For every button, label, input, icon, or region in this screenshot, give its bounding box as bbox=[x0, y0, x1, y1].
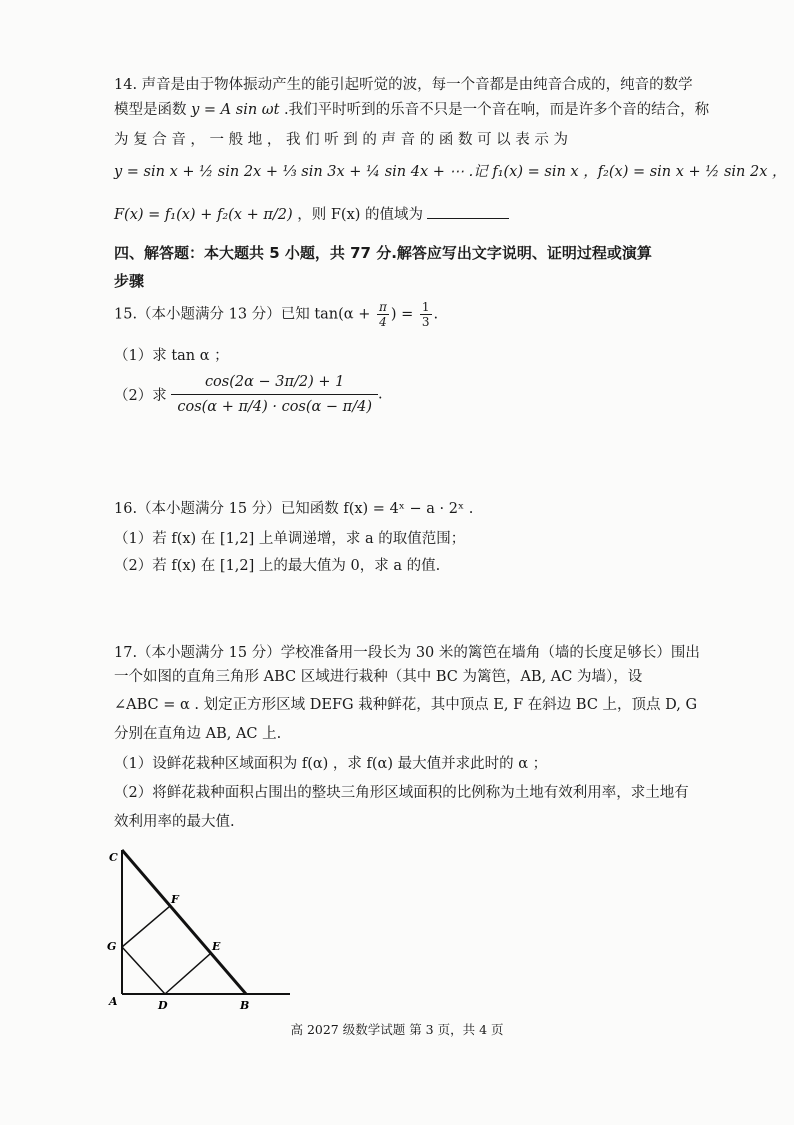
q14-line2 bbox=[114, 98, 709, 119]
section-heading: 四、解答题：本大题共 5 小题，共 77 分.解答应写出文字说明、证明过程或演算 bbox=[114, 244, 652, 262]
q15-big-fraction bbox=[171, 370, 378, 419]
q17-line3: ∠ABC = α . 划定正方形区域 DEFG 栽种鲜花，其中顶点 E, F 在斜边 BC 上，顶点 D, G bbox=[114, 697, 698, 713]
q17-part2-line2: 效利用率的最大值. bbox=[114, 814, 235, 830]
q15-frac-pi4 bbox=[377, 300, 389, 329]
label-F: F bbox=[171, 893, 179, 906]
section-heading-cont: 步骤 bbox=[114, 272, 145, 290]
q15-frac-1-3 bbox=[420, 300, 432, 329]
q15-part2-end: . bbox=[377, 386, 383, 403]
label-D: D bbox=[158, 999, 168, 1012]
q15-part1: （1）求 tan α ； bbox=[114, 348, 229, 364]
q16-part2: （2）若 f(x) 在 [1,2] 上的最大值为 0，求 a 的值. bbox=[114, 558, 441, 574]
q14-line5 bbox=[114, 203, 509, 224]
q15-part2-label: （2）求 bbox=[114, 388, 167, 404]
q15-stem bbox=[114, 300, 438, 329]
q14-line2-b: .我们平时听到的乐音不只是一个音在响，而是许多个音的结合，称 bbox=[279, 102, 710, 118]
triangle-figure bbox=[100, 842, 300, 1017]
q17-line2: 一个如图的直角三角形 ABC 区域进行栽种（其中 BC 为篱笆，AB, AC 为墙），设 bbox=[114, 669, 643, 685]
q14-series-formula: y = sin x + ½ sin 2x + ⅓ sin 3x + ¼ sin 4x + ⋯ .记 f₁(x) = sin x ，f₂(x) = sin x + ½ sin 2x ， bbox=[114, 164, 787, 180]
label-E: E bbox=[212, 940, 221, 953]
label-G: G bbox=[107, 940, 117, 953]
label-A: A bbox=[109, 995, 118, 1008]
frac-num: 1 bbox=[421, 300, 430, 314]
q17-line1: 17.（本小题满分 15 分）学校准备用一段长为 30 米的篱笆在墙角（墙的长度足够长）围出 bbox=[114, 645, 700, 661]
square-DEFG bbox=[122, 906, 211, 994]
label-B: B bbox=[240, 999, 250, 1012]
q14-line3: 为 复 合 音 ， 一 般 地 ， 我 们 听 到 的 声 音 的 函 数 可 以 表 示 为 bbox=[114, 132, 569, 148]
q15-stem-end: . bbox=[433, 306, 439, 323]
q16-stem: 16.（本小题满分 15 分）已知函数 f(x) = 4ˣ − a · 2ˣ . bbox=[114, 501, 474, 517]
q15-stem-b: ) = bbox=[390, 306, 418, 323]
answer-blank bbox=[427, 218, 509, 219]
q17-line4: 分别在直角边 AB, AC 上. bbox=[114, 726, 282, 742]
q14-wave-formula: y = A sin ωt bbox=[191, 102, 280, 118]
q15-stem-a: 15.（本小题满分 13 分）已知 tan(α + bbox=[114, 306, 375, 323]
frac-num: π bbox=[378, 300, 387, 314]
q14-F-formula: F(x) = f₁(x) + f₂(x + π/2) bbox=[114, 207, 293, 223]
q15-part2 bbox=[114, 370, 383, 419]
frac-den: 4 bbox=[379, 315, 387, 329]
label-C: C bbox=[109, 851, 118, 864]
q14-line2-a: 模型是函数 bbox=[114, 102, 192, 118]
q17-part2-line1: （2）将鲜花栽种面积占围出的整块三角形区域面积的比例称为土地有效利用率，求土地有 bbox=[114, 785, 689, 801]
big-frac-den: cos(α + π/4) · cos(α − π/4) bbox=[177, 399, 372, 415]
page-footer: 高 2027 级数学试题 第 3 页，共 4 页 bbox=[290, 1022, 504, 1037]
q17-part1: （1）设鲜花栽种区域面积为 f(α) ，求 f(α) 最大值并求此时的 α ； bbox=[114, 756, 548, 772]
q16-part1: （1）若 f(x) 在 [1,2] 上单调递增，求 a 的取值范围； bbox=[114, 531, 466, 547]
q14-line1: 14. 声音是由于物体振动产生的能引起听觉的波，每一个音都是由纯音合成的，纯音的数学 bbox=[114, 77, 693, 93]
big-frac-num: cos(2α − 3π/2) + 1 bbox=[171, 370, 378, 395]
frac-den: 3 bbox=[421, 315, 430, 329]
q14-line5-b: ，则 F(x) 的值域为 bbox=[292, 207, 424, 223]
